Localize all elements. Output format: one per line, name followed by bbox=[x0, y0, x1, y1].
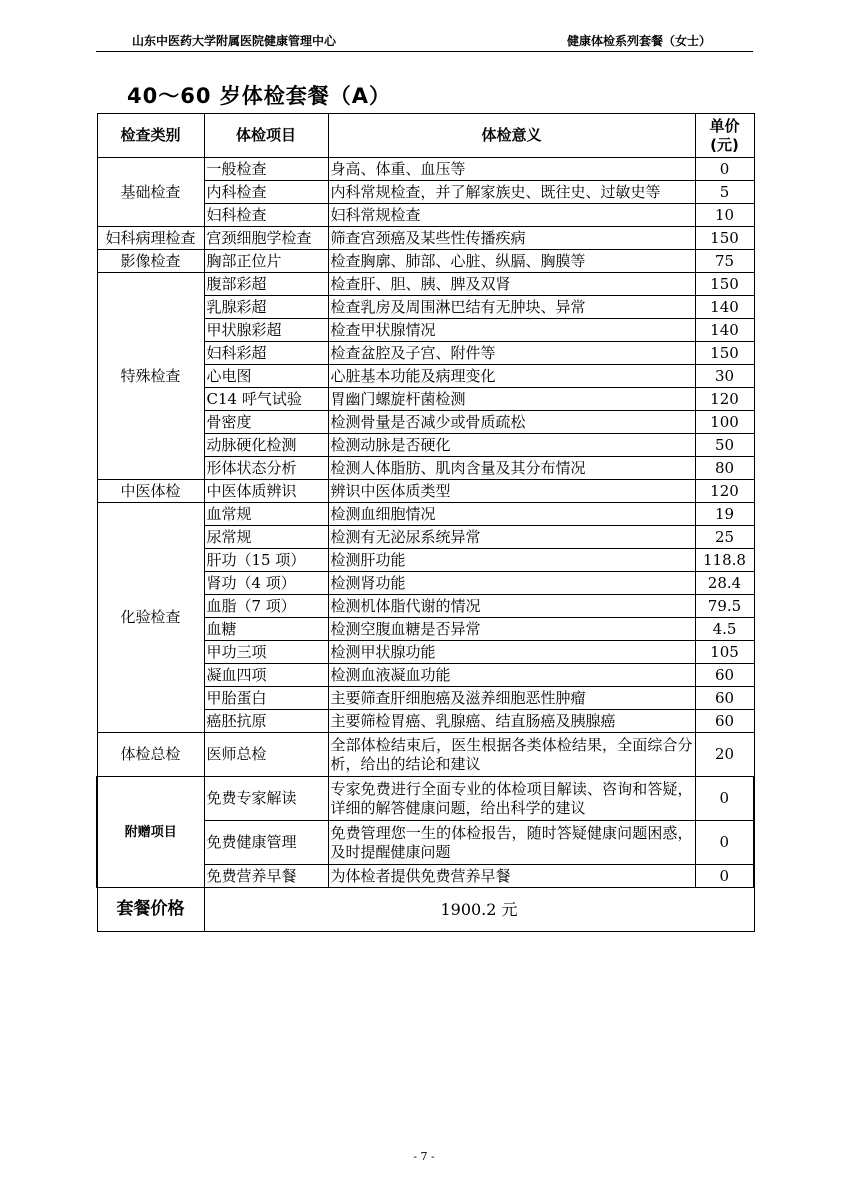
table-row bbox=[97, 480, 754, 503]
item-cell: 妇科彩超 bbox=[204, 342, 328, 365]
category-cell: 基础检查 bbox=[97, 158, 204, 227]
item-cell: 医师总检 bbox=[204, 733, 328, 777]
price-cell: 120 bbox=[695, 388, 754, 411]
item-cell: 凝血四项 bbox=[204, 664, 328, 687]
header-divider bbox=[96, 51, 753, 52]
header-category: 检查类别 bbox=[97, 114, 204, 158]
meaning-cell: 妇科常规检查 bbox=[328, 204, 695, 227]
meaning-cell: 主要筛查肝细胞癌及滋养细胞恶性肿瘤 bbox=[328, 687, 695, 710]
meaning-cell: 全部体检结束后，医生根据各类体检结果，全面综合分析，给出的结论和建议 bbox=[328, 733, 695, 777]
item-cell: 动脉硬化检测 bbox=[204, 434, 328, 457]
table-header-row bbox=[97, 114, 754, 158]
price-cell: 150 bbox=[695, 273, 754, 296]
header-price-line2: (元) bbox=[710, 135, 739, 154]
price-cell: 79.5 bbox=[695, 595, 754, 618]
meaning-cell: 胃幽门螺旋杆菌检测 bbox=[328, 388, 695, 411]
item-cell: C14 呼气试验 bbox=[204, 388, 328, 411]
meaning-cell: 检测血液凝血功能 bbox=[328, 664, 695, 687]
meaning-cell: 检测有无泌尿系统异常 bbox=[328, 526, 695, 549]
price-cell: 5 bbox=[695, 181, 754, 204]
item-cell: 血脂（7 项） bbox=[204, 595, 328, 618]
item-cell: 甲胎蛋白 bbox=[204, 687, 328, 710]
category-cell: 影像检查 bbox=[97, 250, 204, 273]
price-cell: 150 bbox=[695, 342, 754, 365]
price-cell: 4.5 bbox=[695, 618, 754, 641]
meaning-cell: 检查胸廓、肺部、心脏、纵膈、胸膜等 bbox=[328, 250, 695, 273]
item-cell: 甲功三项 bbox=[204, 641, 328, 664]
price-cell: 120 bbox=[695, 480, 754, 503]
item-cell: 妇科检查 bbox=[204, 204, 328, 227]
gift-meaning-cell: 免费管理您一生的体检报告，随时答疑健康问题困惑，及时提醒健康问题 bbox=[328, 821, 695, 865]
meaning-cell: 筛查宫颈癌及某些性传播疾病 bbox=[328, 227, 695, 250]
item-cell: 胸部正位片 bbox=[204, 250, 328, 273]
table-row bbox=[97, 227, 754, 250]
total-price: 1900.2 元 bbox=[204, 888, 754, 932]
meaning-cell: 检测血细胞情况 bbox=[328, 503, 695, 526]
price-cell: 60 bbox=[695, 687, 754, 710]
item-cell: 宫颈细胞学检查 bbox=[204, 227, 328, 250]
meaning-cell: 内科常规检查，并了解家族史、既往史、过敏史等 bbox=[328, 181, 695, 204]
gift-price-cell: 0 bbox=[695, 777, 754, 821]
meaning-cell: 主要筛检胃癌、乳腺癌、结直肠癌及胰腺癌 bbox=[328, 710, 695, 733]
meaning-cell: 检测肾功能 bbox=[328, 572, 695, 595]
meaning-cell: 检查甲状腺情况 bbox=[328, 319, 695, 342]
item-cell: 血糖 bbox=[204, 618, 328, 641]
item-cell: 肝功（15 项） bbox=[204, 549, 328, 572]
price-cell: 50 bbox=[695, 434, 754, 457]
category-cell: 中医体检 bbox=[97, 480, 204, 503]
price-cell: 60 bbox=[695, 664, 754, 687]
price-cell: 105 bbox=[695, 641, 754, 664]
header-price-line1: 单价 bbox=[709, 116, 740, 135]
meaning-cell: 检测人体脂肪、肌肉含量及其分布情况 bbox=[328, 457, 695, 480]
category-cell: 体检总检 bbox=[97, 733, 204, 777]
price-cell: 10 bbox=[695, 204, 754, 227]
gift-meaning-cell: 为体检者提供免费营养早餐 bbox=[328, 865, 695, 888]
price-cell: 28.4 bbox=[695, 572, 754, 595]
price-cell: 25 bbox=[695, 526, 754, 549]
item-cell: 一般检查 bbox=[204, 158, 328, 181]
header-price bbox=[695, 114, 754, 158]
meaning-cell: 检测骨量是否减少或骨质疏松 bbox=[328, 411, 695, 434]
gift-item-cell: 免费营养早餐 bbox=[204, 865, 328, 888]
category-cell: 妇科病理检查 bbox=[97, 227, 204, 250]
gift-price-cell: 0 bbox=[695, 821, 754, 865]
header-item: 体检项目 bbox=[204, 114, 328, 158]
gift-category-cell: 附赠项目 bbox=[97, 777, 204, 888]
header-meaning: 体检意义 bbox=[328, 114, 695, 158]
price-cell: 100 bbox=[695, 411, 754, 434]
meaning-cell: 检查乳房及周围淋巴结有无肿块、异常 bbox=[328, 296, 695, 319]
item-cell: 骨密度 bbox=[204, 411, 328, 434]
table-row bbox=[97, 503, 754, 526]
table-row bbox=[97, 273, 754, 296]
table-row bbox=[97, 250, 754, 273]
table-body bbox=[97, 158, 754, 932]
price-cell: 140 bbox=[695, 319, 754, 342]
meaning-cell: 检测机体脂代谢的情况 bbox=[328, 595, 695, 618]
price-cell: 60 bbox=[695, 710, 754, 733]
price-cell: 30 bbox=[695, 365, 754, 388]
meaning-cell: 检测肝功能 bbox=[328, 549, 695, 572]
price-cell: 150 bbox=[695, 227, 754, 250]
price-cell: 19 bbox=[695, 503, 754, 526]
price-cell: 80 bbox=[695, 457, 754, 480]
gift-item-cell: 免费健康管理 bbox=[204, 821, 328, 865]
item-cell: 癌胚抗原 bbox=[204, 710, 328, 733]
table-row bbox=[97, 158, 754, 181]
gift-item-cell: 免费专家解读 bbox=[204, 777, 328, 821]
price-cell: 20 bbox=[695, 733, 754, 777]
total-label: 套餐价格 bbox=[97, 888, 204, 932]
gift-price-cell: 0 bbox=[695, 865, 754, 888]
price-cell: 118.8 bbox=[695, 549, 754, 572]
item-cell: 内科检查 bbox=[204, 181, 328, 204]
header-org-name: 山东中医药大学附属医院健康管理中心 bbox=[132, 34, 337, 48]
meaning-cell: 辨识中医体质类型 bbox=[328, 480, 695, 503]
meaning-cell: 检查盆腔及子宫、附件等 bbox=[328, 342, 695, 365]
item-cell: 中医体质辨识 bbox=[204, 480, 328, 503]
gift-meaning-cell: 专家免费进行全面专业的体检项目解读、咨询和答疑，详细的解答健康问题，给出科学的建议 bbox=[328, 777, 695, 821]
price-cell: 75 bbox=[695, 250, 754, 273]
item-cell: 腹部彩超 bbox=[204, 273, 328, 296]
total-row bbox=[97, 888, 754, 932]
item-cell: 尿常规 bbox=[204, 526, 328, 549]
item-cell: 乳腺彩超 bbox=[204, 296, 328, 319]
meaning-cell: 检测空腹血糖是否异常 bbox=[328, 618, 695, 641]
item-cell: 形体状态分析 bbox=[204, 457, 328, 480]
item-cell: 肾功（4 项） bbox=[204, 572, 328, 595]
meaning-cell: 检测动脉是否硬化 bbox=[328, 434, 695, 457]
meaning-cell: 检测甲状腺功能 bbox=[328, 641, 695, 664]
category-cell: 化验检查 bbox=[97, 503, 204, 733]
category-cell: 特殊检查 bbox=[97, 273, 204, 480]
page-number: - 7 - bbox=[413, 1150, 435, 1163]
package-table bbox=[96, 113, 755, 932]
meaning-cell: 身高、体重、血压等 bbox=[328, 158, 695, 181]
item-cell: 甲状腺彩超 bbox=[204, 319, 328, 342]
meaning-cell: 检查肝、胆、胰、脾及双肾 bbox=[328, 273, 695, 296]
table-row bbox=[97, 733, 754, 777]
page-title: 40～60 岁体检套餐（A） bbox=[127, 84, 392, 108]
gift-row bbox=[97, 777, 754, 821]
header-series-name: 健康体检系列套餐（女士） bbox=[567, 34, 712, 48]
item-cell: 血常规 bbox=[204, 503, 328, 526]
meaning-cell: 心脏基本功能及病理变化 bbox=[328, 365, 695, 388]
price-cell: 140 bbox=[695, 296, 754, 319]
price-cell: 0 bbox=[695, 158, 754, 181]
item-cell: 心电图 bbox=[204, 365, 328, 388]
